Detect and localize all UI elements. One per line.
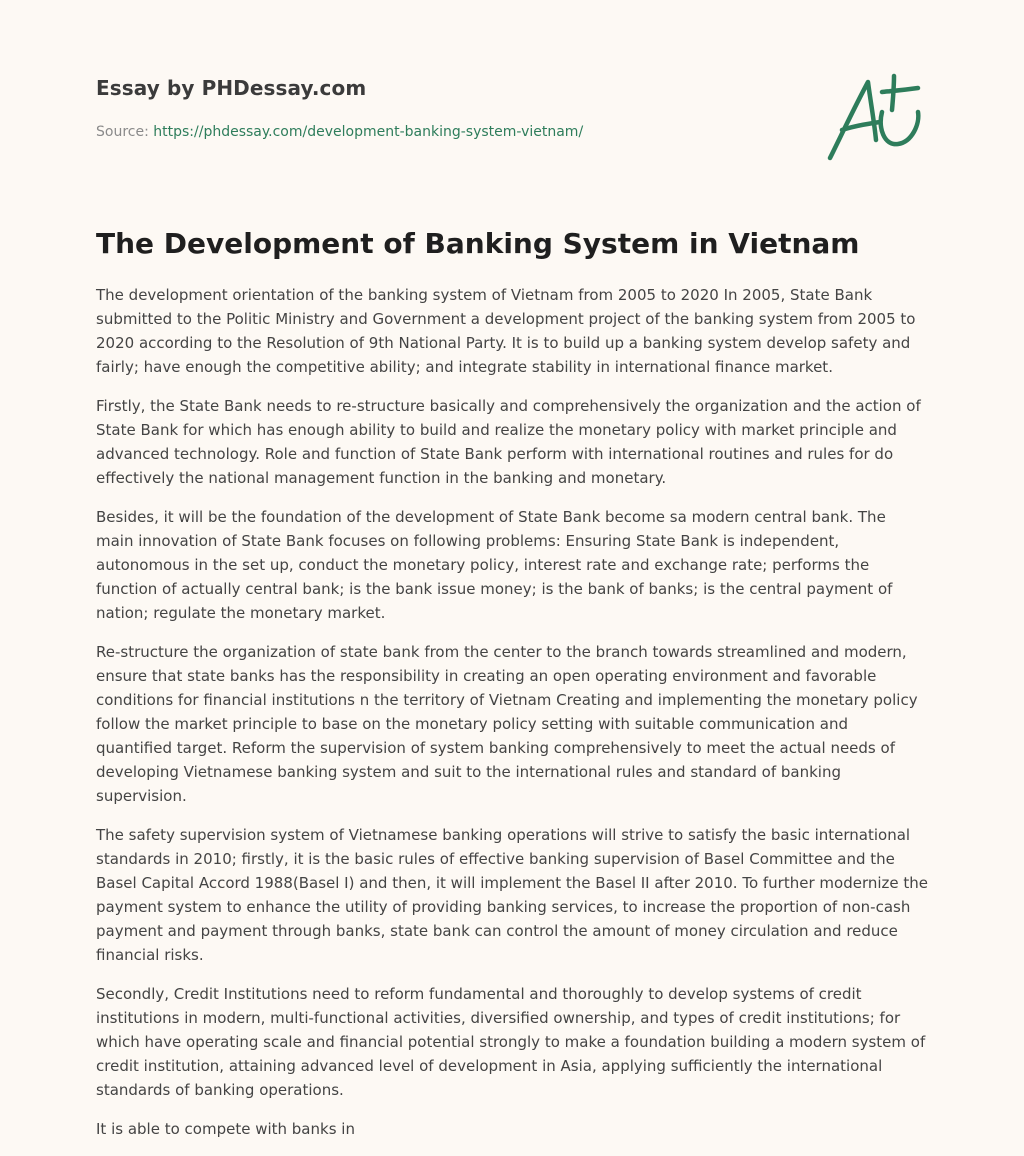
essay-paragraph: The safety supervision system of Vietnamese banking operations will strive to satisfy the basic international standards in 2010; firstly, it is the basic rules of effective banking supervision of Basel Committee and the Basel Capital Accord 1988(Basel I) and then, it will implement the Basel II after 2010. To further modernize the payment system to enhance the utility of providing banking services, to increase the proportion of non-cash payment and payment through banks, state bank can control the amount of money circulation and reduce financial risks.: [96, 826, 929, 964]
essay-paragraph: The development orientation of the banking system of Vietnam from 2005 to 2020 In 2005, State Bank submitted to the Politic Ministry and Government a development project of the banking system from 2005 to 2020 according to the Resolution of 9th National Party. It is to build up a banking system develop safety and fairly; have enough the competitive ability; and integrate stability in international finance market.: [96, 286, 916, 376]
source-line: [96, 124, 583, 140]
essay-paragraph: Firstly, the State Bank needs to re-structure basically and comprehensively the organization and the action of State Bank for which has enough ability to build and realize the monetary policy with market principle and advanced technology. Role and function of State Bank perform with international routines and rules for do effectively the national management function in the banking and monetary.: [96, 397, 921, 487]
essay-paragraph: Re-structure the organization of state bank from the center to the branch towards streamlined and modern, ensure that state banks has the responsibility in creating an open operating environment and favorable conditions for financial institutions n the territory of Vietnam Creating and implementing the monetary policy follow the market principle to base on the monetary policy setting with suitable communication and quantified target. Reform the supervision of system banking comprehensively to meet the actual needs of developing Vietnamese banking system and suit to the international rules and standard of banking supervision.: [96, 643, 918, 805]
essay-paragraph: Besides, it will be the foundation of the development of State Bank become sa modern central bank. The main innovation of State Bank focuses on following problems: Ensuring State Bank is independent, autonomous in the set up, conduct the monetary policy, interest rate and exchange rate; performs the function of actually central bank; is the bank issue money; is the bank of banks; is the central payment of nation; regulate the monetary market.: [96, 508, 893, 622]
a-plus-logo-icon: [820, 68, 928, 168]
source-link[interactable]: https://phdessay.com/development-banking-system-vietnam/: [153, 124, 584, 140]
essay-body: [96, 283, 928, 1156]
essay-paragraph: Secondly, Credit Institutions need to reform fundamental and thoroughly to develop systems of credit institutions in modern, multi-functional activities, diversified ownership, and types of credit institutions; for which have operating scale and financial potential strongly to make a foundation building a modern system of credit institution, attaining advanced level of development in Asia, applying sufficiently the international standards of banking operations.: [96, 985, 926, 1099]
site-brand: Essay by PHDessay.com: [96, 76, 367, 100]
essay-paragraph: It is able to compete with banks in: [96, 1120, 355, 1138]
source-label: Source:: [96, 124, 149, 140]
essay-title: The Development of Banking System in Vietnam: [96, 227, 860, 260]
